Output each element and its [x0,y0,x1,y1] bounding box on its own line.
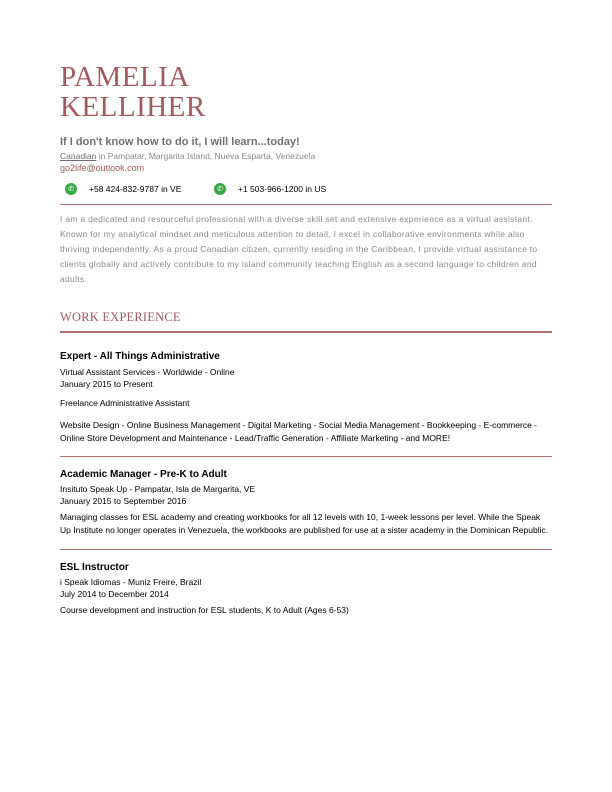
resume-page [60,62,552,617]
job-divider [60,456,552,457]
job-entry [60,351,552,445]
section-divider [60,331,552,333]
job-entry [60,469,552,537]
divider [60,204,552,205]
location-text: in Pampatar, Margarita Island, Nueva Esparta, Venezuela [98,151,316,161]
summary-text: I am a dedicated and resourceful professional with a diverse skill set and extensive experience as a virtual assistant. Known for my analytical mindset and meticulous attention to detail, I excel in collaborative environments while also thriving independently. As a proud Canadian citizen, currently residing in the Caribbean, I provide virtual assistance to clients globally and actively contribute to my island community teaching English as a second language to children and adults. [60,214,538,284]
phone-ve [65,183,181,195]
section-title-work: WORK EXPERIENCE [60,310,181,324]
job-description: Course development and instruction for ESL students, K to Adult (Ages 6-53) [60,605,349,615]
job-description: Website Design - Online Business Management - Digital Marketing - Social Media Management - Bookkeeping - E-commerce - Online Store Development and Maintenance - Lead/Traffic Generation - Affiliate Marketing - and MORE! [60,420,537,443]
nationality-link[interactable]: Canadian [60,151,97,161]
job-title: Expert - All Things Administrative [60,351,220,362]
job-role: Freelance Administrative Assistant [60,398,190,408]
job-divider [60,549,552,550]
name-last: KELLIHER [60,91,206,123]
location-line [60,151,552,161]
job-company: i Speak Idiomas - Muniz Freire, Brazil [60,577,202,587]
phone-us [214,183,326,195]
job-company: Insituto Speak Up - Pampatar, Isla de Margarita, VE [60,484,256,494]
phone-ve-number: +58 424-832-9787 in VE [89,184,182,194]
job-entry [60,562,552,617]
job-dates: July 2014 to December 2014 [60,589,169,599]
phone-us-number: +1 503-966-1200 in US [238,184,327,194]
phone-icon: ✆ [214,183,226,195]
job-dates: January 2015 to September 2016 [60,496,187,506]
whatsapp-icon: ✆ [65,183,77,195]
job-title: Academic Manager - Pre-K to Adult [60,469,227,480]
phone-list [60,183,552,197]
job-company: Virtual Assistant Services - Worldwide - Online [60,367,235,377]
email-link[interactable]: go2life@outlook.com [60,163,145,173]
tagline: If I don't know how to do it, I will learn...today! [60,136,300,148]
job-title: ESL Instructor [60,562,129,573]
name-first: PAMELIA [60,61,190,93]
job-description: Managing classes for ESL academy and creating workbooks for all 12 levels with 10, 1-week lessons per level. While the Speak Up Institute no longer operates in Venezuela, the workbooks are published for use at a sister academy in the Dominican Republic. [60,512,549,535]
job-dates: January 2015 to Present [60,379,153,389]
